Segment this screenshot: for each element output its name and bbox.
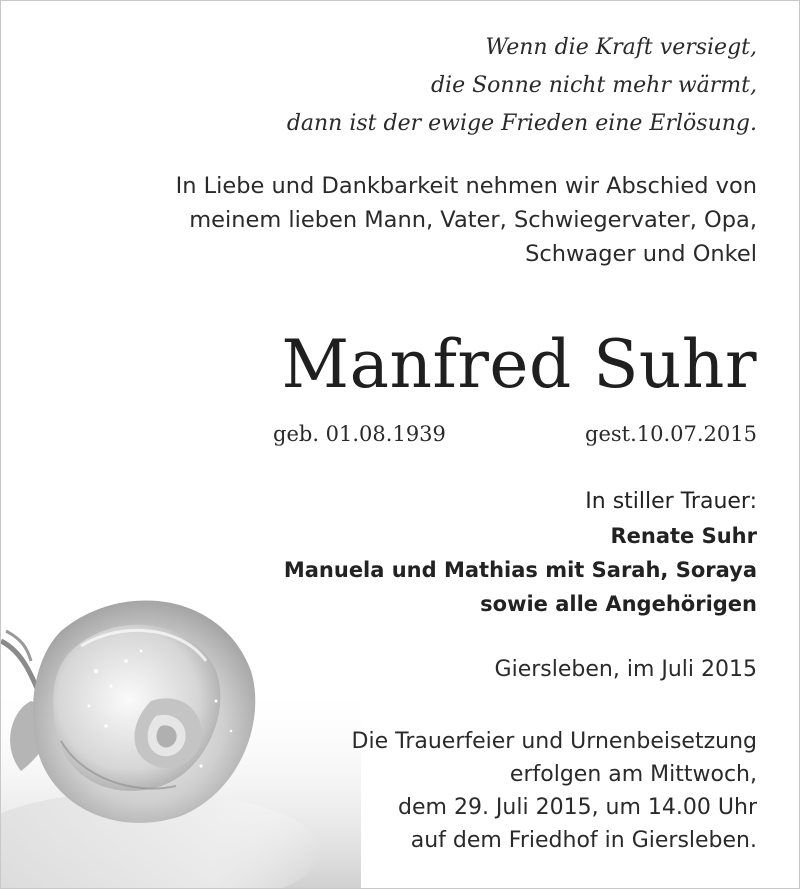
poem-line: dann ist der ewige Frieden eine Erlösung. xyxy=(286,111,757,136)
intro-line: Schwager und Onkel xyxy=(525,241,757,267)
intro-line: meinem lieben Mann, Vater, Schwiegervater, Opa, xyxy=(189,207,757,233)
ceremony-line: auf dem Friedhof in Giersleben. xyxy=(410,828,757,853)
ceremony-line: Die Trauerfeier und Urnenbeisetzung xyxy=(351,729,757,754)
mourners-heading: In stiller Trauer: xyxy=(585,489,757,514)
ceremony-line: dem 29. Juli 2015, um 14.00 Uhr xyxy=(398,795,757,820)
birth-date: geb. 01.08.1939 xyxy=(273,422,446,446)
death-date: gest.10.07.2015 xyxy=(585,422,757,446)
mourner-name: Manuela und Mathias mit Sarah, Soraya xyxy=(283,558,757,582)
ceremony-info xyxy=(352,725,757,857)
poem-line: die Sonne nicht mehr wärmt, xyxy=(430,73,757,98)
poem-line: Wenn die Kraft versiegt, xyxy=(485,35,757,60)
mourners xyxy=(284,485,757,621)
ceremony-line: erfolgen am Mittwoch, xyxy=(509,762,757,787)
intro-line: In Liebe und Dankbarkeit nehmen wir Abschied von xyxy=(175,173,757,199)
mourner-name: sowie alle Angehörigen xyxy=(480,592,757,616)
poem xyxy=(287,29,757,143)
mourner-name: Renate Suhr xyxy=(610,524,757,548)
deceased-name: Manfred Suhr xyxy=(281,326,757,403)
place-date: Giersleben, im Juli 2015 xyxy=(494,657,757,682)
intro-text xyxy=(176,169,757,271)
